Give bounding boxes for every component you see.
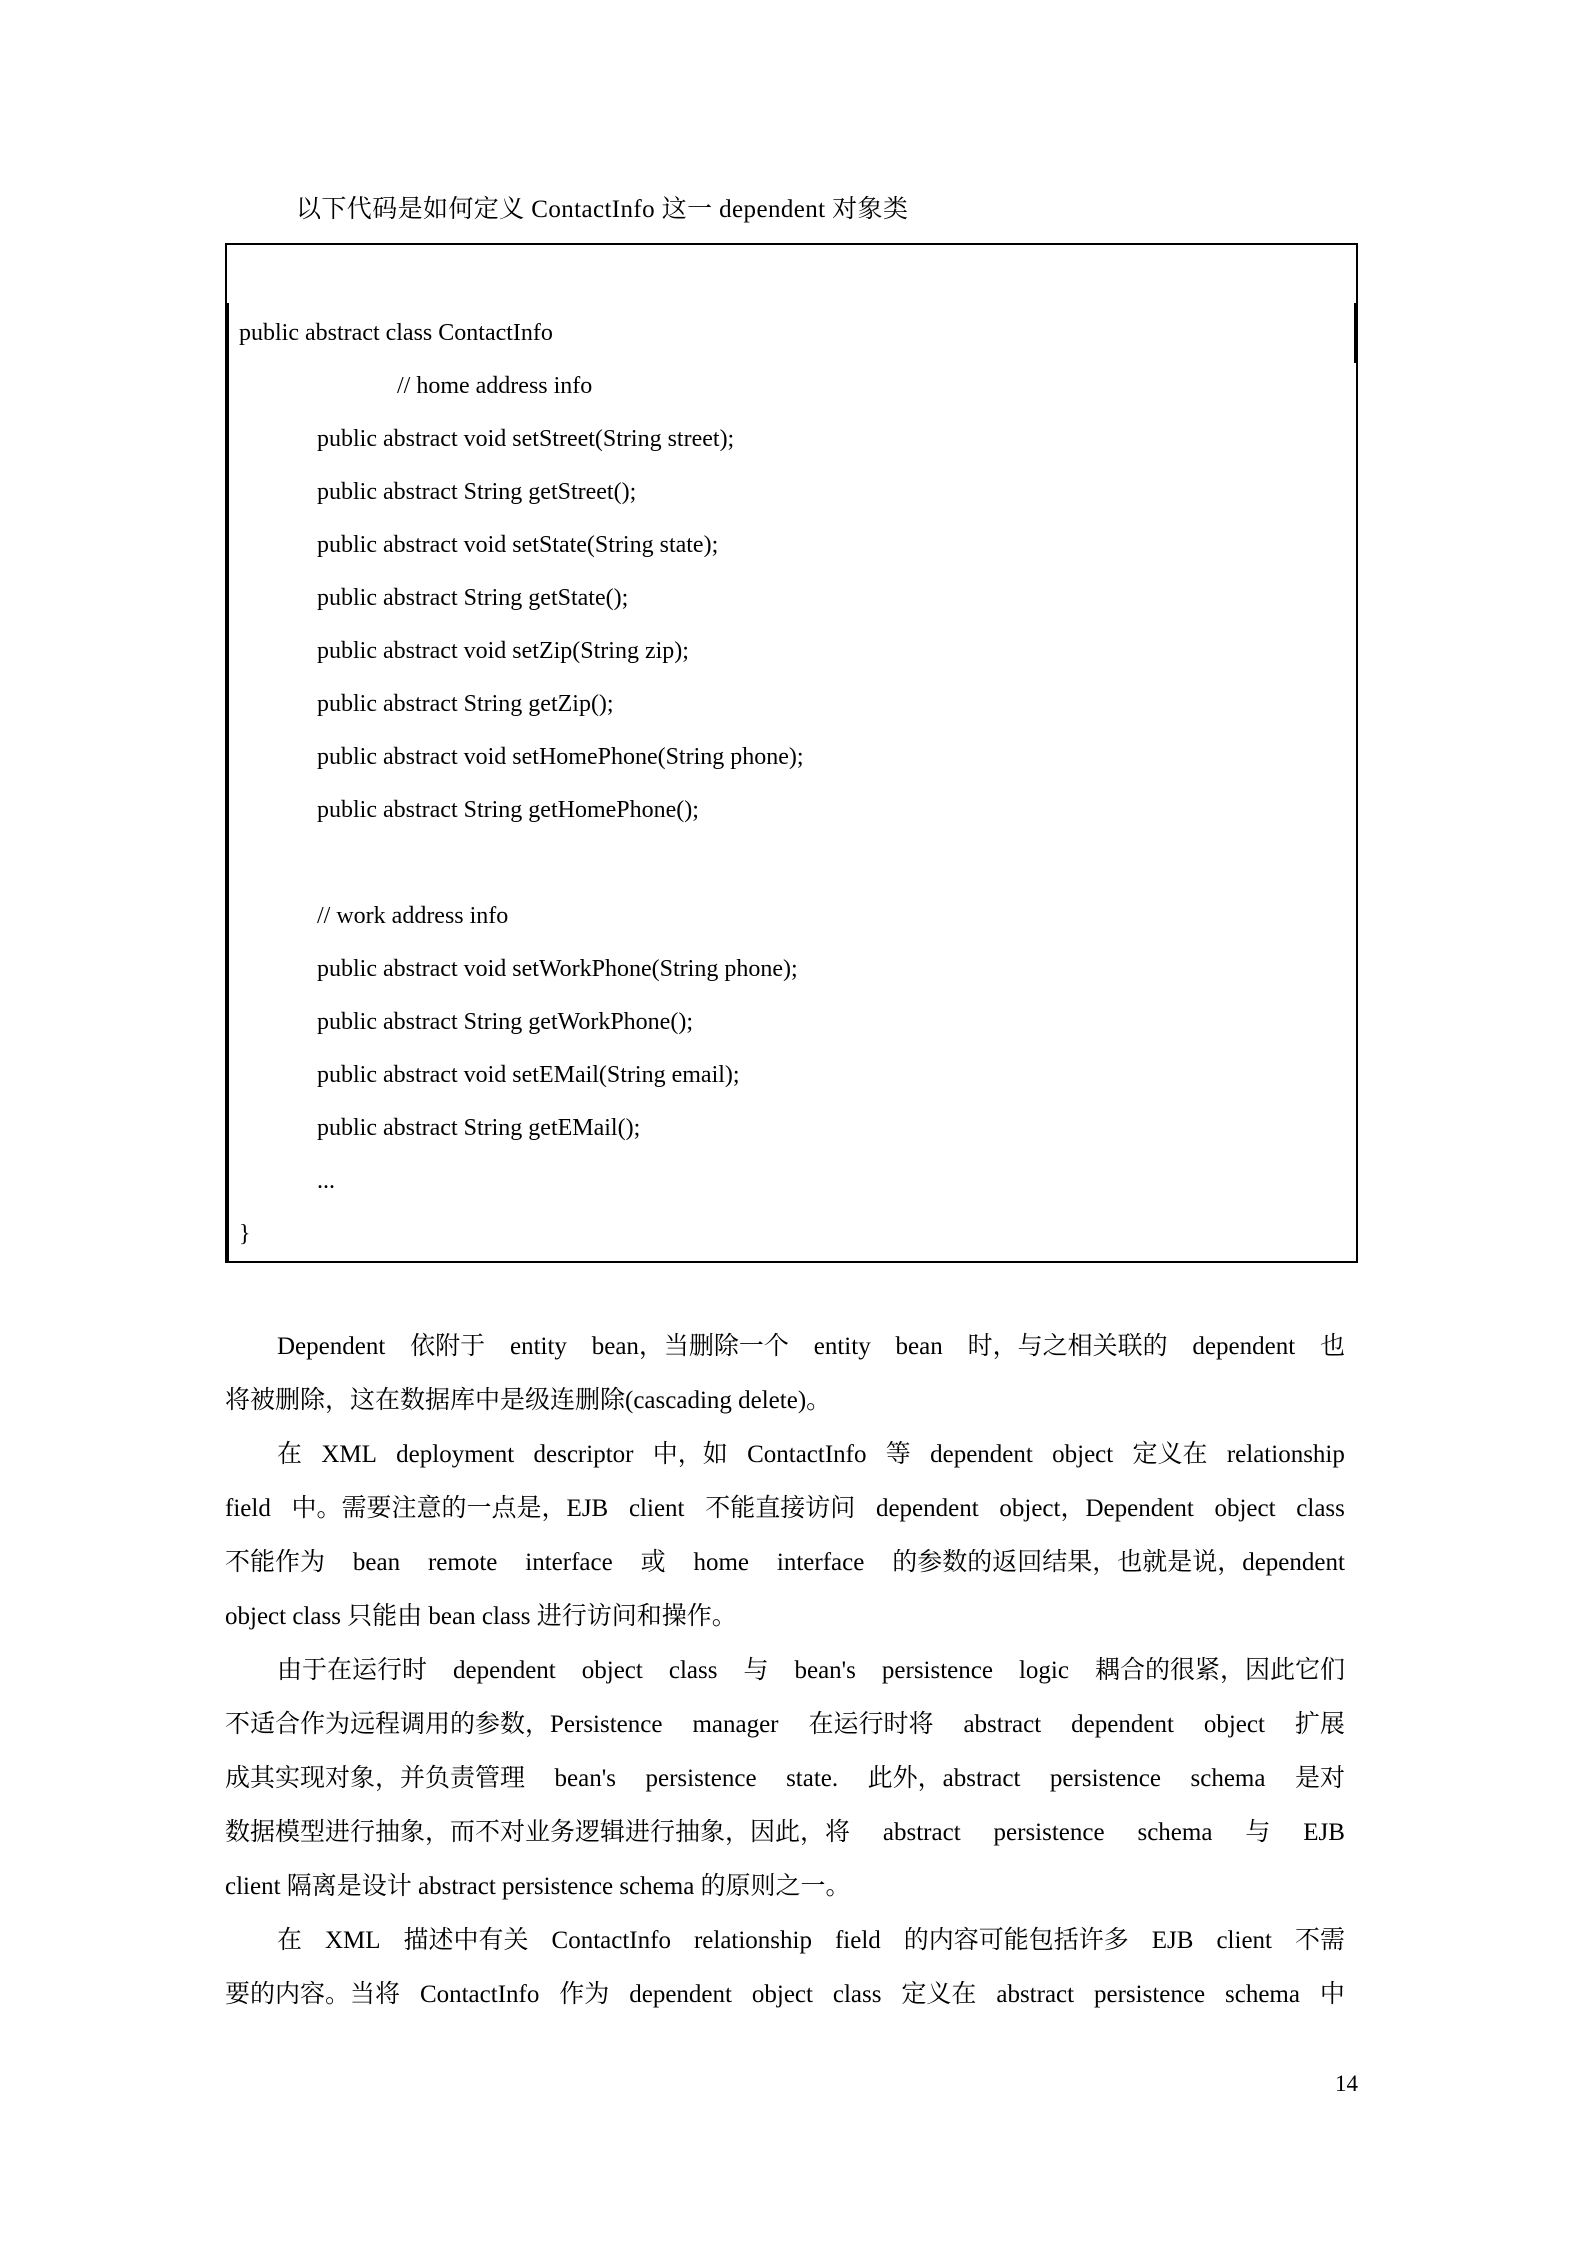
paragraph-line: 在 XML deployment descriptor 中，如 ContactInfo 等 dependent object 定义在 relationship <box>277 1441 1345 1468</box>
paragraph-line: 成其实现对象，并负责管理 bean's persistence state. 此外，abstract persistence schema 是对 <box>225 1765 1345 1792</box>
code-line: public abstract String getWorkPhone(); <box>317 1009 693 1035</box>
paragraph-line: 不适合作为远程调用的参数，Persistence manager 在运行时将 abstract dependent object 扩展 <box>225 1711 1345 1738</box>
paragraph-line: object class 只能由 bean class 进行访问和操作。 <box>225 1603 737 1630</box>
paragraph <box>225 1914 1345 2022</box>
paragraph-line: 在 XML 描述中有关 ContactInfo relationship field 的内容可能包括许多 EJB client 不需 <box>277 1927 1345 1954</box>
code-line: public abstract void setStreet(String street); <box>317 426 735 452</box>
code-line: // work address info <box>317 903 509 929</box>
paragraph-line: 数据模型进行抽象，而不对业务逻辑进行抽象，因此，将 abstract persistence schema 与 EJB <box>225 1819 1345 1846</box>
code-line: public abstract class ContactInfo <box>239 320 553 346</box>
code-caption: 以下代码是如何定义 ContactInfo 这一 dependent 对象类 <box>296 196 909 223</box>
code-line: public abstract void setWorkPhone(String phone); <box>317 956 798 982</box>
code-line: public abstract String getEMail(); <box>317 1115 641 1141</box>
code-line: public abstract String getZip(); <box>317 691 614 717</box>
code-line: public abstract void setEMail(String email); <box>317 1062 740 1088</box>
code-line: ... <box>317 1168 335 1194</box>
code-blank-line <box>227 837 1356 890</box>
paragraph <box>225 1320 1345 1428</box>
code-line: } <box>239 1221 251 1247</box>
code-line: public abstract void setState(String state); <box>317 532 719 558</box>
paragraph-line: Dependent 依附于 entity bean，当删除一个 entity bean 时，与之相关联的 dependent 也 <box>277 1333 1345 1360</box>
paragraph-line: client 隔离是设计 abstract persistence schema 的原则之一。 <box>225 1873 851 1900</box>
code-lines <box>227 245 1356 1261</box>
code-listing-box <box>225 243 1358 1263</box>
code-line: // home address info <box>397 373 593 399</box>
code-line: public abstract String getState(); <box>317 585 629 611</box>
paragraph-line: 要的内容。当将 ContactInfo 作为 dependent object class 定义在 abstract persistence schema 中 <box>225 1981 1345 2008</box>
code-line: public abstract String getHomePhone(); <box>317 797 699 823</box>
paragraph-line: field 中。需要注意的一点是，EJB client 不能直接访问 dependent object，Dependent object class <box>225 1495 1345 1522</box>
body-text <box>225 1320 1345 2022</box>
page-number: 14 <box>1335 2071 1358 2096</box>
code-line: public abstract String getStreet(); <box>317 479 637 505</box>
paragraph-line: 由于在运行时 dependent object class 与 bean's persistence logic 耦合的很紧，因此它们 <box>277 1657 1345 1684</box>
paragraph-line: 不能作为 bean remote interface 或 home interface 的参数的返回结果，也就是说，dependent <box>225 1549 1345 1576</box>
code-line: public abstract void setHomePhone(String phone); <box>317 744 804 770</box>
paragraph <box>225 1428 1345 1644</box>
paragraph <box>225 1644 1345 1914</box>
code-line: public abstract void setZip(String zip); <box>317 638 689 664</box>
paragraph-line: 将被删除，这在数据库中是级连删除(cascading delete)。 <box>225 1387 832 1414</box>
